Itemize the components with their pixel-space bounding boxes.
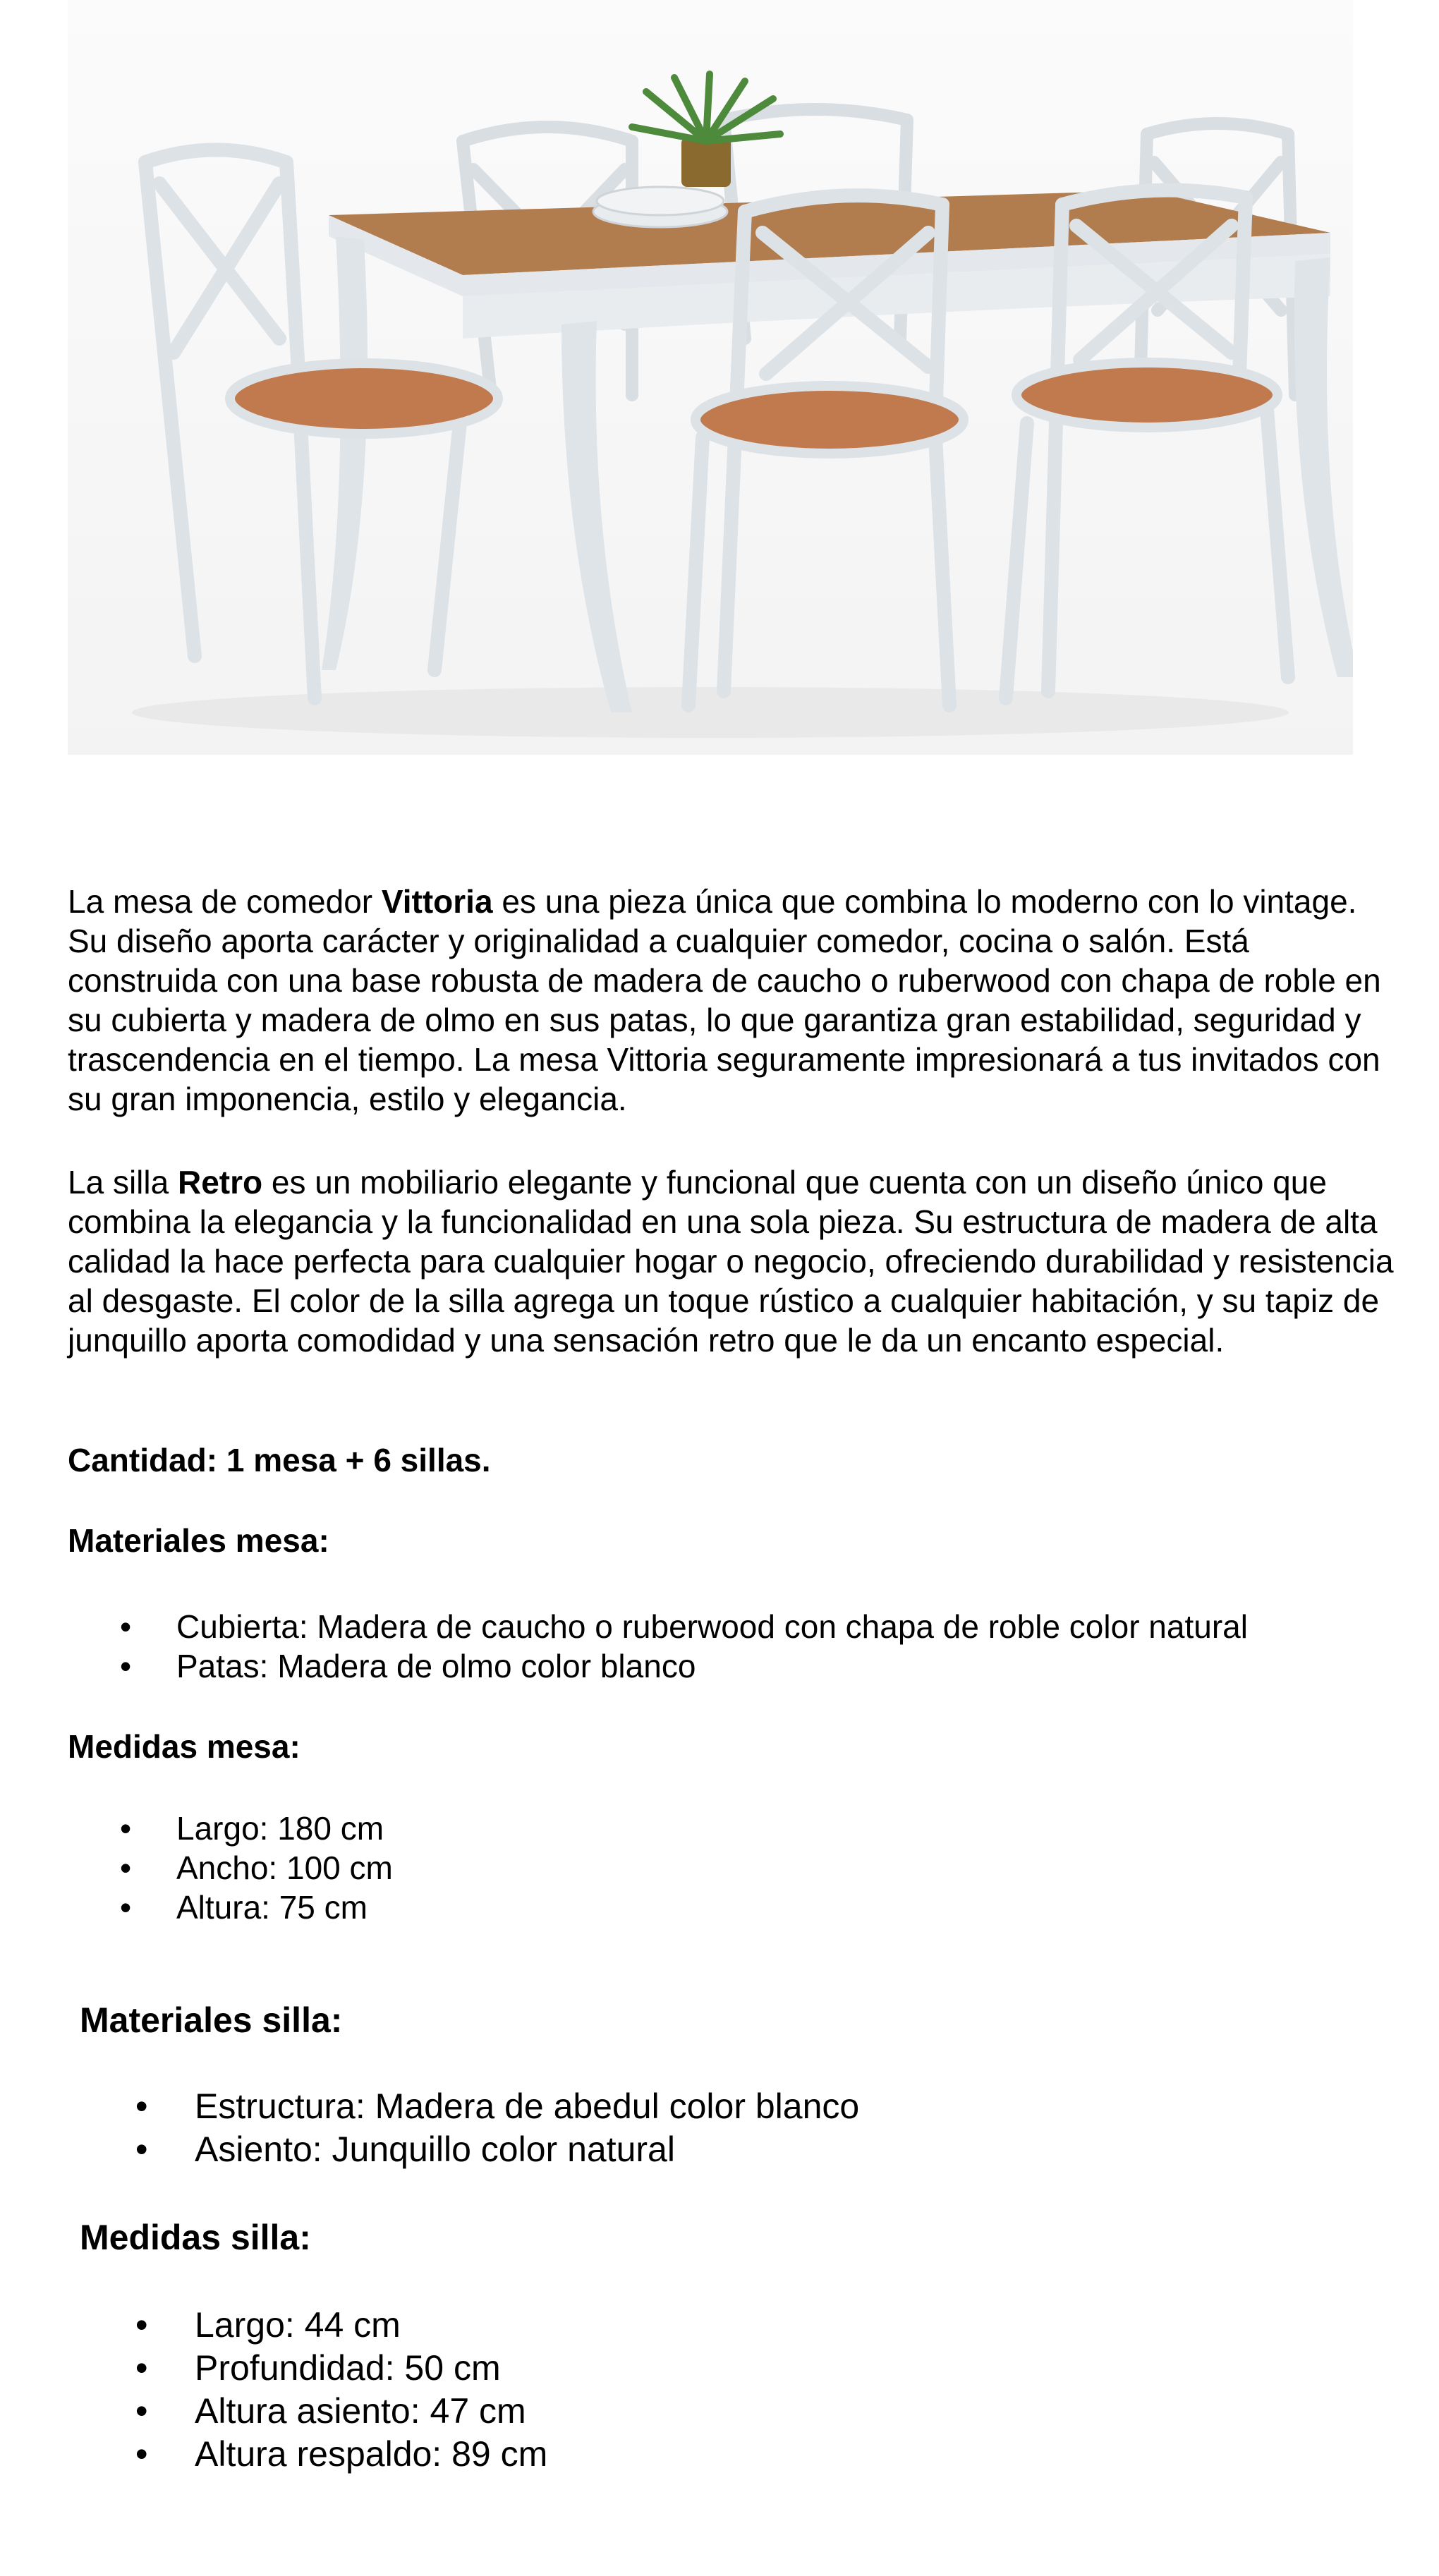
front-chair-right-seat <box>1016 363 1277 427</box>
chair-description <box>68 1162 1394 1360</box>
table-measures-heading: Medidas mesa: <box>68 1728 300 1765</box>
list-item: • Largo: 44 cm <box>68 2304 547 2347</box>
list-item: • Altura respaldo: 89 cm <box>68 2433 547 2476</box>
chair-measures-list <box>68 2304 547 2476</box>
list-item: • Estructura: Madera de abedul color blanco <box>68 2085 859 2128</box>
plant <box>632 74 780 141</box>
table-description <box>68 882 1394 1119</box>
chair-measures-heading: Medidas silla: <box>80 2218 311 2257</box>
table-measures-list <box>68 1809 393 1927</box>
chair-desc-before: La silla <box>68 1164 178 1201</box>
list-item: • Patas: Madera de olmo color blanco <box>68 1646 1248 1686</box>
list-item: • Largo: 180 cm <box>68 1809 393 1848</box>
front-chair-middle-seat <box>696 386 964 454</box>
list-item: • Asiento: Junquillo color natural <box>68 2128 859 2171</box>
list-item: • Altura: 75 cm <box>68 1888 393 1927</box>
front-chair-left-seat <box>230 363 498 434</box>
table-materials-heading: Materiales mesa: <box>68 1522 329 1559</box>
list-item: • Ancho: 100 cm <box>68 1848 393 1888</box>
table-desc-before: La mesa de comedor <box>68 883 382 920</box>
chair-model-name: Retro <box>177 1164 263 1201</box>
chair-materials-heading: Materiales silla: <box>80 2000 343 2040</box>
chair-materials-list <box>68 2085 859 2171</box>
list-item: • Altura asiento: 47 cm <box>68 2390 547 2433</box>
table-materials-list <box>68 1607 1248 1686</box>
table-model-name: Vittoria <box>381 883 493 920</box>
product-image <box>68 0 1353 755</box>
list-item: • Profundidad: 50 cm <box>68 2347 547 2390</box>
list-item: • Cubierta: Madera de caucho o ruberwood con chapa de roble color natural <box>68 1607 1248 1646</box>
dining-set-illustration <box>68 0 1353 755</box>
quantity-line: Cantidad: 1 mesa + 6 sillas. <box>68 1442 491 1478</box>
chair-desc-after: es un mobiliario elegante y funcional que cuenta con un diseño único que combina la elegancia y la funcionalidad en una sola pieza. Su estructura de madera de alta calidad la hace perfecta para cualquier hogar o negocio, ofreciendo durabilidad y resistencia al desgaste. El color de la silla agrega un toque rústico a cualquier habitación, y su tapiz de junquillo aporta comodidad y una sensación retro que le da un encanto especial. <box>68 1164 1394 1359</box>
table-desc-after: es una pieza única que combina lo moderno con lo vintage. Su diseño aporta carácter y originalidad a cualquier comedor, cocina o salón. Está construida con una base robusta de madera de caucho o ruberwood con chapa de roble en su cubierta y madera de olmo en sus patas, lo que garantiza gran estabilidad, seguridad y trascendencia en el tiempo. La mesa Vittoria seguramente impresionará a tus invitados con su gran imponencia, estilo y elegancia. <box>68 883 1381 1117</box>
